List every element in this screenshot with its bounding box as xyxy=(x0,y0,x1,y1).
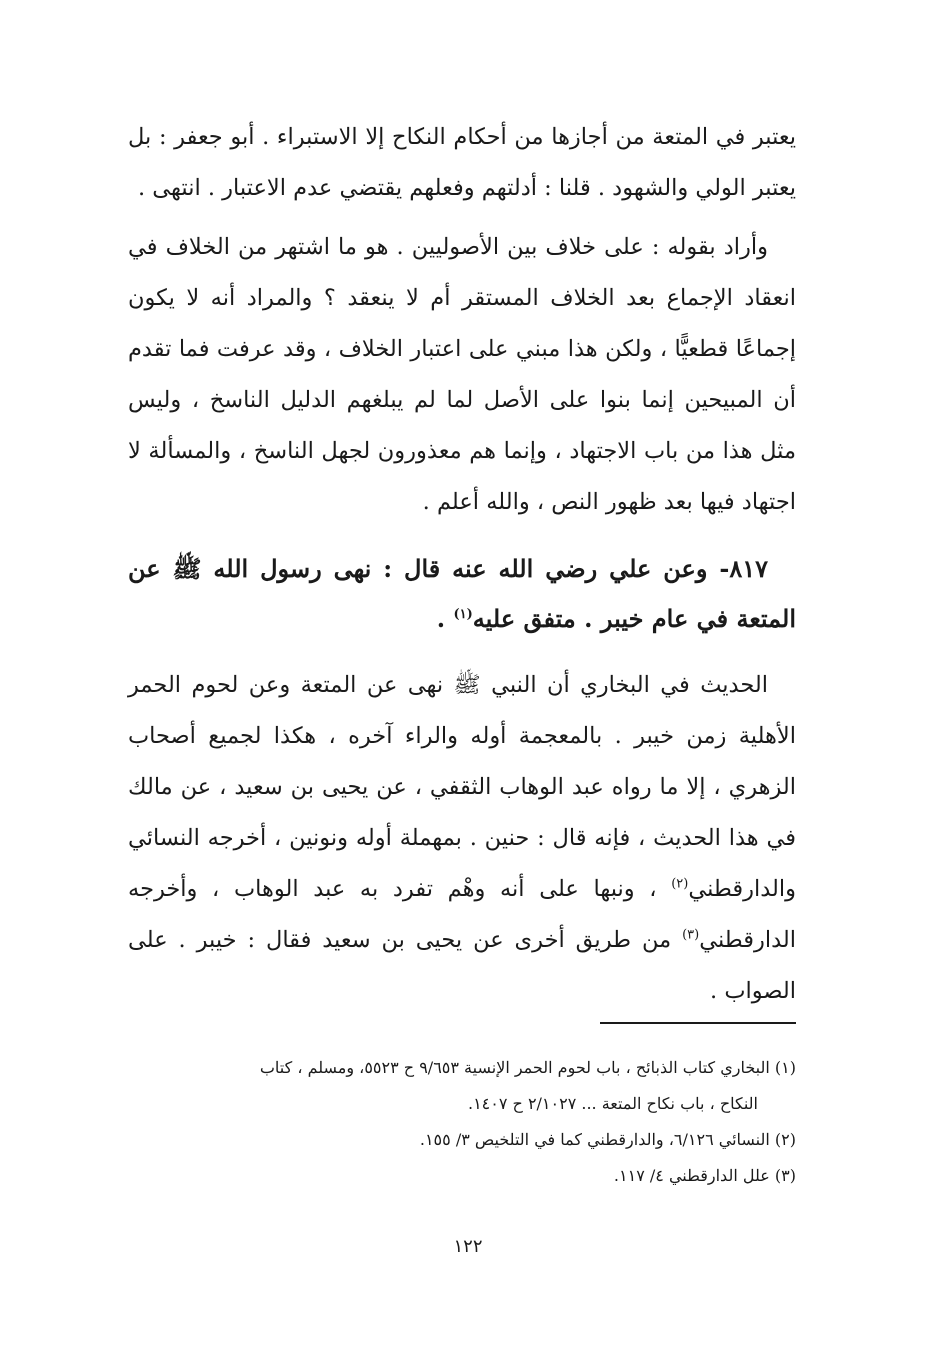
footnote-marker-1: (١) xyxy=(453,607,473,622)
page-number: ١٢٢ xyxy=(453,1236,483,1257)
footnote-marker-3: (٣) xyxy=(682,927,700,943)
footnote-marker-2: (٢) xyxy=(671,876,689,892)
hadith-text xyxy=(128,544,796,644)
hadith-body: ٨١٧- وعن علي رضي الله عنه قال : نهى رسول الله ﷺ عن المتعة في عام خيبر . متفق عليه xyxy=(128,554,796,633)
explanation-part-b: ، ونبها على أنه وهْم تفرد به عبد الوهاب ، وأخرجه الدارقطني xyxy=(128,876,796,953)
explanation-part-a: الحديث في البخاري أن النبي ﷺ نهى عن المتعة وعن لحوم الحمر الأهلية زمن خيبر . بالمعجمة أوله والراء آخره ، هكذا لجميع أصحاب الزهري ، إلا ما رواه عبد الوهاب الثقفي ، عن يحيى بن سعيد ، عن مالك في هذا الحديث ، فإنه قال : حنين . بمهملة أوله ونونين ، أخرجه النسائي والدارقطني xyxy=(128,672,796,902)
main-text xyxy=(128,112,796,1017)
footnote-1-line-2: النكاح ، باب نكاح المتعة ... ٢/١٠٢٧ ح ١٤٠٧. xyxy=(467,1094,758,1113)
footnotes xyxy=(128,1050,796,1194)
footnote-3: (٣) علل الدارقطني ٤/ ١١٧. xyxy=(613,1166,796,1185)
paragraph-commentary: وأراد بقوله : على خلاف بين الأصوليين . هو ما اشتهر من الخلاف في انعقاد الإجماع بعد الخلاف المستقر أم لا ينعقد ؟ والمراد أنه لا يكون إجماعًا قطعيًّا ، ولكن هذا مبني على اعتبار الخلاف ، وقد عرفت فما تقدم أن المبيحين إنما بنوا على الأصل لما لم يبلغهم الدليل الناسخ ، وليس مثل هذا من باب الاجتهاد ، وإنما هم معذورون لجهل الناسخ ، والمسألة لا اجتهاد فيها بعد ظهور النص ، والله أعلم . xyxy=(128,234,796,515)
hadith-end: . xyxy=(436,604,454,633)
explanation-part-c: من طريق أخرى عن يحيى بن سعيد فقال : خيبر . على الصواب . xyxy=(128,927,796,1004)
paragraph-continuation: يعتبر في المتعة من أجازها من أحكام النكاح إلا الاستبراء . أبو جعفر : بل يعتبر الولي والشهود . قلنا : أدلتهم وفعلهم يقتضي عدم الاعتبار . انتهى . xyxy=(128,124,796,201)
footnote-1-line-1: (١) البخاري كتاب الذبائح ، باب لحوم الحمر الإنسية ٩/٦٥٣ ح ٥٥٢٣، ومسلم ، كتاب xyxy=(259,1058,796,1077)
footnote-2: (٢) النسائي ٦/١٢٦، والدارقطني كما في التلخيص ٣/ ١٥٥. xyxy=(419,1130,796,1149)
footnote-separator xyxy=(600,1022,796,1024)
paragraph-explanation xyxy=(128,660,796,1017)
